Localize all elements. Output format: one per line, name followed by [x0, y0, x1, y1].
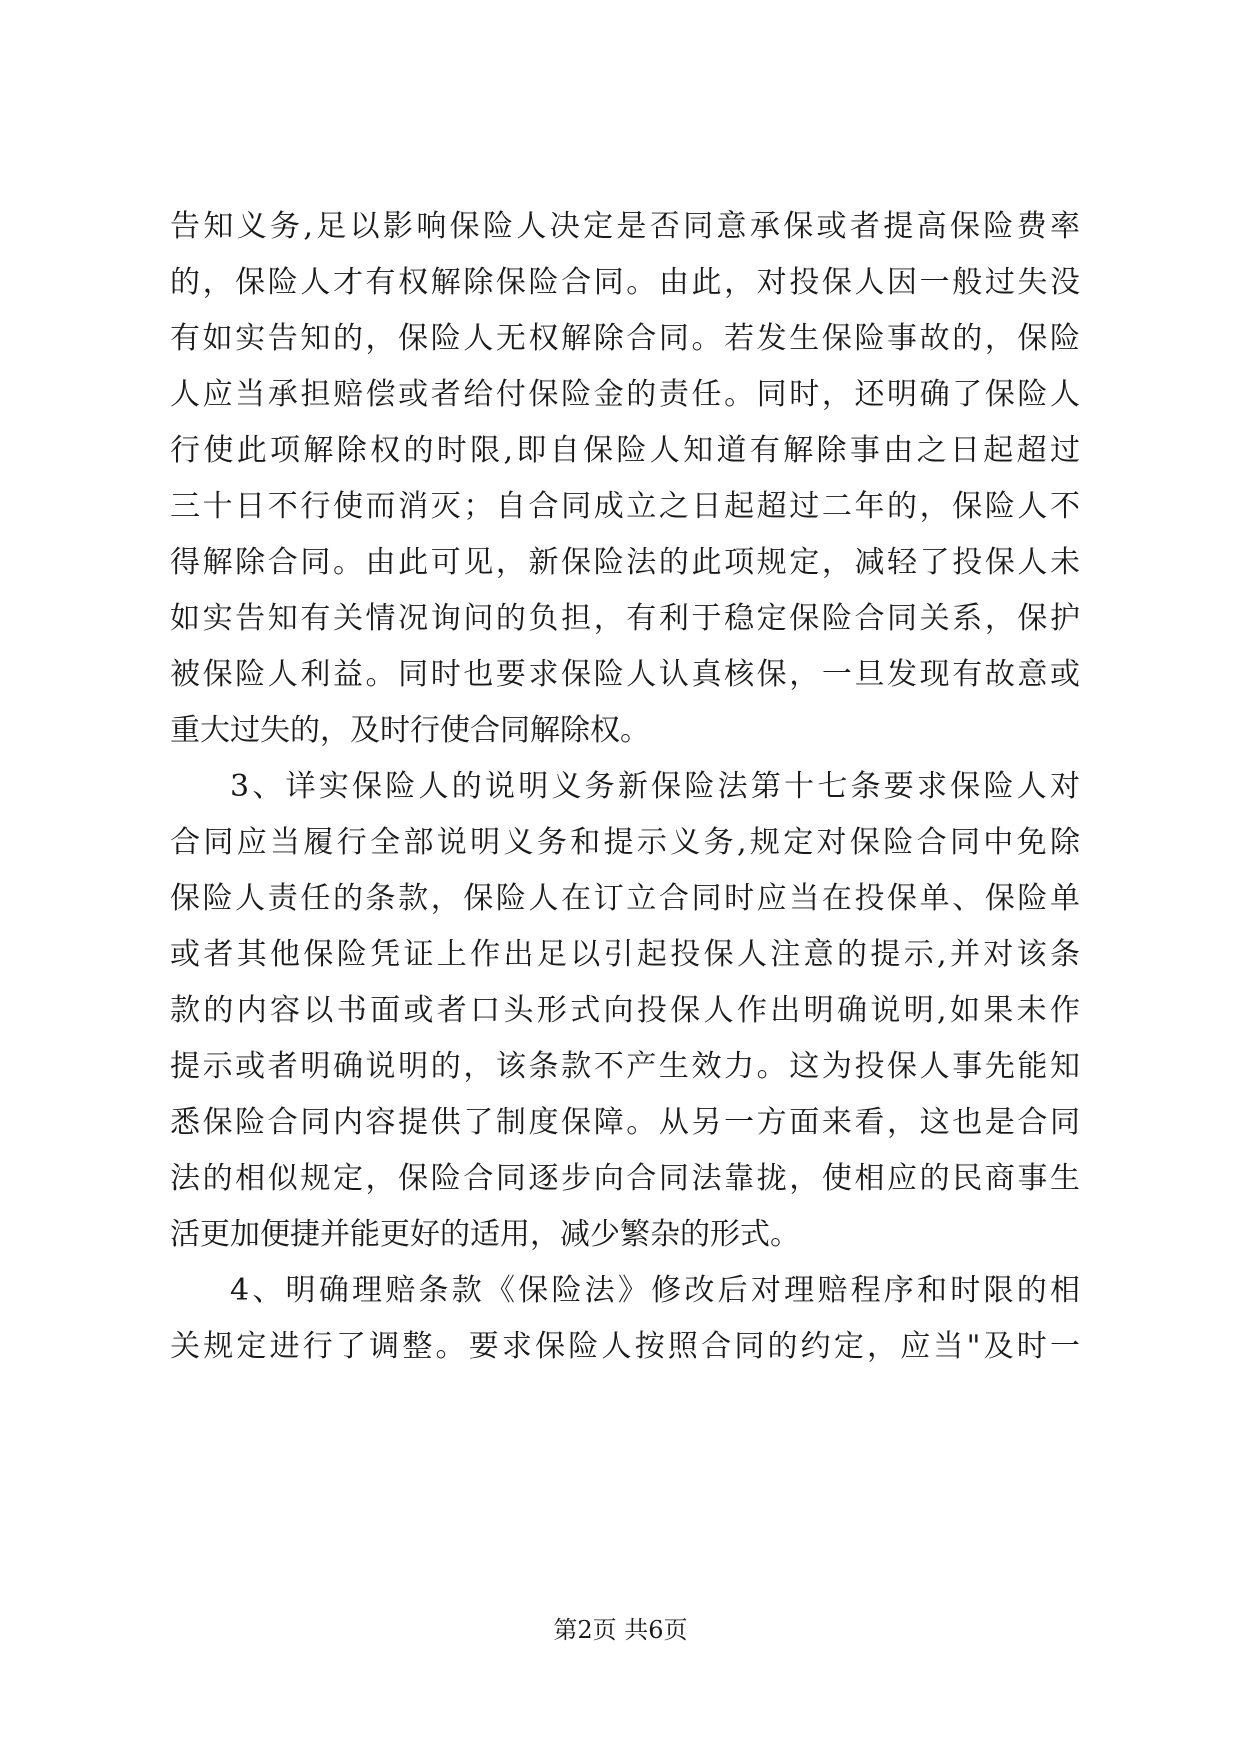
body-line-3: 有如实告知的，保险人无权解除合同。若发生保险事故的，保险	[170, 321, 1080, 356]
body-line-5: 行使此项解除权的时限,即自保险人知道有解除事由之日起超过	[170, 433, 1080, 468]
page-number-footer: 第2页 共6页	[553, 1616, 688, 1644]
body-line-2: 的，保险人才有权解除保险合同。由此，对投保人因一般过失没	[170, 265, 1080, 300]
body-line-14: 或者其他保险凭证上作出足以引起投保人注意的提示,并对该条	[170, 937, 1080, 972]
body-line-12: 合同应当履行全部说明义务和提示义务,规定对保险合同中免除	[170, 825, 1080, 860]
body-line-8: 如实告知有关情况询问的负担，有利于稳定保险合同关系，保护	[170, 601, 1080, 636]
body-line-19: 活更加便捷并能更好的适用，减少繁杂的形式。	[170, 1217, 800, 1252]
body-line-16: 提示或者明确说明的，该条款不产生效力。这为投保人事先能知	[170, 1049, 1080, 1084]
body-line-17: 悉保险合同内容提供了制度保障。从另一方面来看，这也是合同	[170, 1105, 1080, 1140]
body-line-4: 人应当承担赔偿或者给付保险金的责任。同时，还明确了保险人	[170, 377, 1080, 412]
body-line-7: 得解除合同。由此可见，新保险法的此项规定，减轻了投保人未	[170, 545, 1080, 580]
body-line-21: 关规定进行了调整。要求保险人按照合同的约定，应当"及时一	[170, 1329, 1080, 1364]
paragraph-3-first-line: 3、详实保险人的说明义务新保险法第十七条要求保险人对	[230, 769, 1080, 804]
body-line-13: 保险人责任的条款，保险人在订立合同时应当在投保单、保险单	[170, 881, 1080, 916]
body-line-10: 重大过失的，及时行使合同解除权。	[170, 713, 650, 748]
body-line-18: 法的相似规定，保险合同逐步向合同法靠拢，使相应的民商事生	[170, 1161, 1080, 1196]
body-line-6: 三十日不行使而消灭；自合同成立之日起超过二年的，保险人不	[170, 489, 1080, 524]
body-line-9: 被保险人利益。同时也要求保险人认真核保，一旦发现有故意或	[170, 657, 1080, 692]
paragraph-4-first-line: 4、明确理赔条款《保险法》修改后对理赔程序和时限的相	[230, 1273, 1080, 1308]
body-line-1: 告知义务,足以影响保险人决定是否同意承保或者提高保险费率	[170, 209, 1080, 244]
body-line-15: 款的内容以书面或者口头形式向投保人作出明确说明,如果未作	[170, 993, 1080, 1028]
